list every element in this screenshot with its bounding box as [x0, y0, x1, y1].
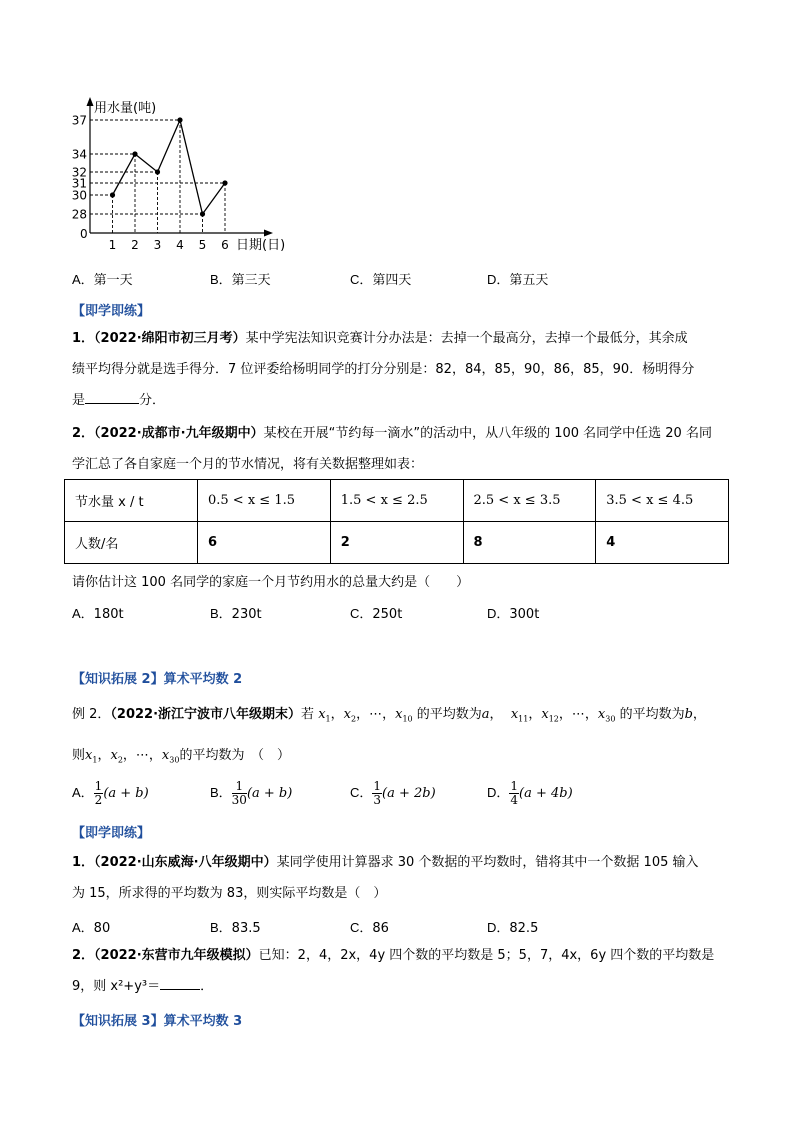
option-d[interactable]	[487, 780, 573, 807]
chart-y-tick-label: 37	[71, 113, 87, 128]
option-expression: (a + b)	[246, 786, 293, 801]
knowledge-extension-2: 【知识拓展 2】算术平均数 2	[72, 672, 243, 687]
option-key: C．	[350, 920, 373, 935]
option-c[interactable]	[350, 269, 411, 288]
option-key: B．	[210, 920, 232, 935]
option-c[interactable]	[350, 917, 389, 936]
chart-data-point	[132, 151, 137, 156]
chart-y-axis-arrow	[87, 97, 94, 106]
option-text: 第三天	[231, 273, 271, 288]
chart-data-point	[222, 180, 227, 185]
table-cell: 2	[330, 522, 463, 564]
chart-origin-label: 0	[80, 227, 88, 241]
fraction	[232, 780, 247, 807]
option-text: 300t	[509, 607, 540, 622]
practice-heading-2: 【即学即练】	[72, 826, 151, 841]
option-d[interactable]	[487, 603, 539, 622]
example-2-line-2: 则$x_1$，$x_2$，⋯，$x_{30}$的平均数为 （ ）	[72, 748, 290, 765]
option-b[interactable]	[210, 917, 261, 936]
option-key: D．	[487, 606, 510, 621]
question-3: 1．（2022·山东威海·八年级期中）某同学使用计算器求 30 个数据的平均数时，错将其中一个数据 105 输入 为 15，所求得的平均数为 83，则实际平均数是（ ）	[72, 855, 699, 901]
option-key: A．	[72, 272, 94, 287]
table-cell: 4	[596, 522, 729, 564]
chart-y-tick-label: 32	[71, 165, 87, 180]
chart-x-tick-label: 3	[153, 238, 162, 252]
question-1: 1．（2022·绵阳市初三月考）某中学宪法知识竞赛计分办法是：去掉一个最高分，去掉一个最低分，其余成 绩平均得分就是选手得分．7 位评委给杨明同学的打分分别是：82，84，85，90，86，85，90．杨明得分 是 分．	[72, 331, 695, 408]
fraction-denominator: 2	[94, 793, 103, 807]
option-a[interactable]	[72, 780, 149, 807]
chart-data-point	[110, 192, 115, 197]
practice-heading-1: 【即学即练】	[72, 304, 151, 319]
chart-x-tick-label: 4	[176, 238, 184, 252]
option-c[interactable]	[350, 780, 436, 807]
table-row	[65, 480, 729, 522]
option-key: D．	[487, 272, 510, 287]
option-text: 80	[93, 921, 111, 936]
option-key: A．	[72, 920, 94, 935]
fraction-denominator: 3	[373, 793, 382, 807]
question-2: 2．（2022·成都市·九年级期中）某校在开展“节约每一滴水”的活动中，从八年级的 100 名同学中任选 20 名同 学汇总了各自家庭一个月的节水情况，将有关数据整理如表：	[72, 426, 712, 472]
chart-y-tick-label: 28	[71, 207, 87, 222]
chart-y-tick-label: 30	[71, 188, 87, 203]
option-expression: (a + 4b)	[519, 786, 573, 801]
option-a[interactable]	[72, 603, 124, 622]
option-text: 180t	[93, 607, 124, 622]
option-key: A．	[72, 606, 94, 621]
option-key: A．	[72, 785, 94, 800]
option-text: 第四天	[372, 273, 412, 288]
fraction	[509, 780, 519, 807]
table-cell: 1.5 < x ≤ 2.5	[330, 480, 463, 522]
option-text: 第五天	[509, 273, 549, 288]
water-usage-line-chart	[0, 0, 794, 260]
fraction-numerator: 1	[94, 779, 103, 793]
option-b[interactable]	[210, 780, 292, 807]
option-key: C．	[350, 785, 373, 800]
chart-x-tick-label: 5	[198, 238, 207, 252]
option-text: 第一天	[93, 273, 133, 288]
chart-x-axis-arrow	[264, 230, 273, 237]
chart-xlabel: 日期(日)	[236, 238, 286, 253]
example-2-line-1: 例 2．（2022·浙江宁波市八年级期末）若 $x_1$，$x_2$，⋯，$x_{10}$ 的平均数为a， $x_{11}$，$x_{12}$，⋯，$x_{30}$ 的平均数为b，	[72, 707, 706, 724]
option-text: 82.5	[509, 921, 539, 936]
question-2-prompt: 请你估计这 100 名同学的家庭一个月节约用水的总量大约是（ ）	[72, 575, 470, 590]
option-expression: (a + 2b)	[382, 786, 436, 801]
chart-y-tick-label: 31	[71, 176, 87, 191]
table-cell: 0.5 < x ≤ 1.5	[198, 480, 331, 522]
chart-y-tick-label: 34	[71, 147, 87, 162]
table-cell: 3.5 < x ≤ 4.5	[596, 480, 729, 522]
option-key: C．	[350, 272, 373, 287]
option-key: C．	[350, 606, 373, 621]
answer-blank[interactable]	[85, 391, 139, 404]
option-a[interactable]	[72, 269, 133, 288]
chart-series-line	[113, 120, 226, 214]
option-text: 83.5	[231, 921, 261, 936]
fraction-numerator: 1	[373, 779, 382, 793]
fraction-denominator: 4	[510, 793, 519, 807]
option-text: 230t	[231, 607, 262, 622]
table-cell: 2.5 < x ≤ 3.5	[463, 480, 596, 522]
option-expression: (a + b)	[103, 786, 149, 801]
fraction	[94, 780, 104, 807]
option-text: 86	[372, 921, 389, 936]
option-b[interactable]	[210, 603, 262, 622]
option-key: B．	[210, 606, 232, 621]
option-key: B．	[210, 785, 232, 800]
option-c[interactable]	[350, 603, 402, 622]
option-key: B．	[210, 272, 232, 287]
option-key: D．	[487, 920, 510, 935]
chart-data-point	[200, 211, 205, 216]
fraction-numerator: 1	[232, 780, 247, 794]
chart-data-point	[177, 117, 182, 122]
table-row	[65, 522, 729, 564]
option-key: D．	[487, 785, 510, 800]
question-4: 2．（2022·东营市九年级模拟）已知：2，4，2x，4y 四个数的平均数是 5；5，7，4x，6y 四个数的平均数是 9，则 x²+y³＝ ．	[72, 948, 715, 994]
option-text: 250t	[372, 607, 403, 622]
knowledge-extension-3: 【知识拓展 3】算术平均数 3	[72, 1014, 243, 1029]
water-saving-table	[64, 479, 729, 564]
chart-x-tick-label: 1	[108, 238, 117, 252]
answer-blank[interactable]	[160, 977, 200, 990]
option-a[interactable]	[72, 917, 110, 936]
fraction	[372, 780, 382, 807]
chart-x-tick-label: 2	[131, 238, 139, 252]
chart-ylabel: 用水量(吨)	[94, 101, 157, 116]
table-header-cell: 人数/名	[65, 522, 198, 564]
option-d[interactable]	[487, 269, 548, 288]
option-d[interactable]	[487, 917, 538, 936]
table-header-cell: 节水量 x / t	[65, 480, 198, 522]
option-b[interactable]	[210, 269, 271, 288]
chart-x-tick-label: 6	[221, 238, 229, 252]
table-cell: 8	[463, 522, 596, 564]
table-cell: 6	[198, 522, 331, 564]
chart-data-point	[155, 169, 160, 174]
fraction-denominator: 30	[231, 793, 247, 807]
fraction-numerator: 1	[510, 779, 519, 793]
